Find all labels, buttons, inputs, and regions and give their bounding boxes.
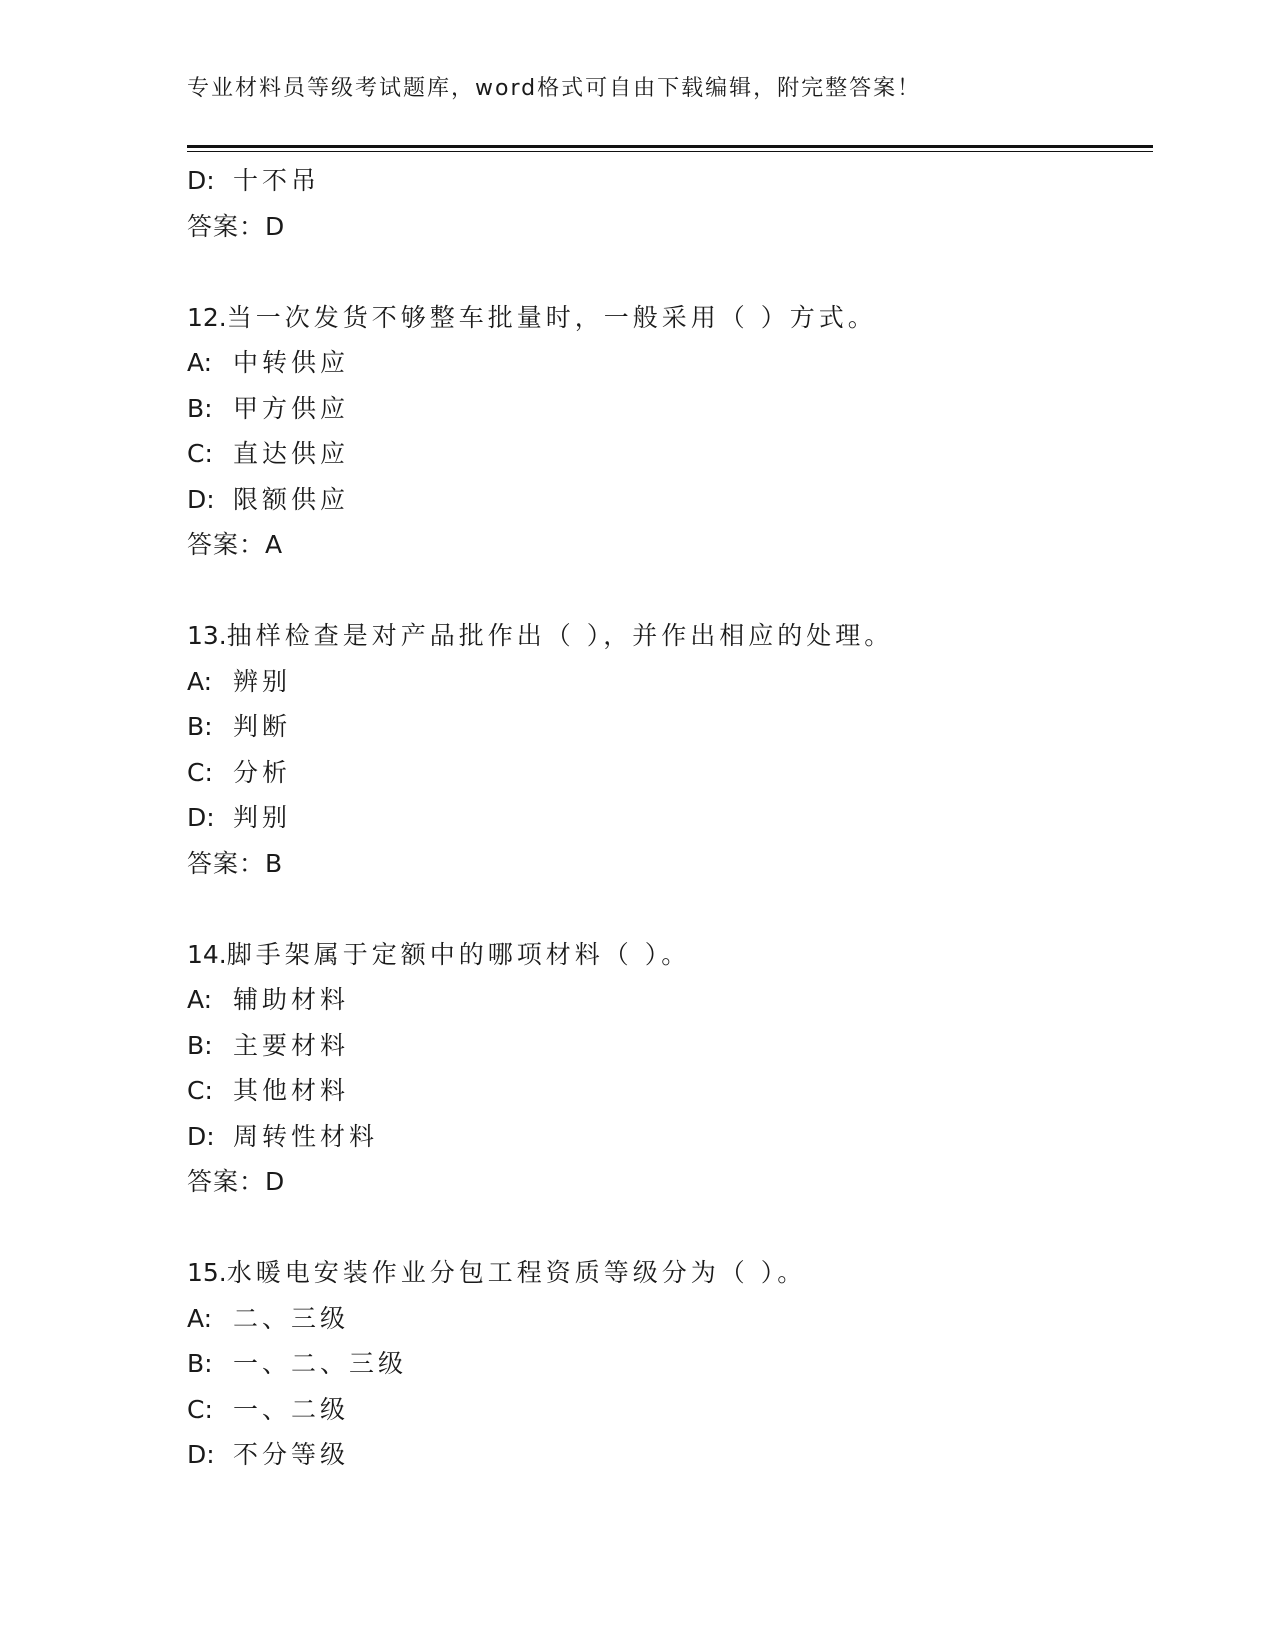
option-line bbox=[187, 431, 1153, 477]
option-line bbox=[187, 340, 1153, 386]
answer-label: 答案： bbox=[187, 530, 266, 559]
option-label: C: bbox=[187, 1394, 213, 1424]
question-number: 12. bbox=[187, 302, 227, 332]
answer-line bbox=[187, 841, 1153, 887]
question-text: 水暖电安装作业分包工程资质等级分为（ ）。 bbox=[226, 1258, 807, 1287]
question-stem bbox=[187, 295, 1153, 341]
option-line bbox=[187, 1114, 1153, 1160]
spacer bbox=[187, 568, 1153, 614]
option-label: B: bbox=[187, 393, 213, 423]
option-label: D: bbox=[187, 1121, 215, 1151]
option-line bbox=[187, 1387, 1153, 1433]
option-line bbox=[187, 977, 1153, 1023]
option-text: 主要材料 bbox=[233, 1030, 350, 1060]
option-label: B: bbox=[187, 1030, 213, 1060]
option-line bbox=[187, 704, 1153, 750]
question-number: 14. bbox=[187, 939, 227, 969]
question-text: 抽样检查是对产品批作出（ ），并作出相应的处理。 bbox=[226, 621, 894, 650]
option-label: D: bbox=[187, 484, 215, 514]
option-text: 一、二级 bbox=[233, 1394, 350, 1424]
option-label: C: bbox=[187, 439, 213, 468]
option-text: 判断 bbox=[233, 712, 292, 741]
option-line bbox=[187, 1023, 1153, 1069]
question-number: 15. bbox=[187, 1258, 227, 1287]
option-line bbox=[187, 1341, 1153, 1387]
question-text: 脚手架属于定额中的哪项材料（ ）。 bbox=[226, 939, 691, 969]
option-label: A: bbox=[187, 348, 213, 377]
option-line bbox=[187, 1432, 1153, 1478]
answer-value: B bbox=[265, 848, 284, 878]
option-line bbox=[187, 386, 1153, 432]
answer-line bbox=[187, 204, 1153, 250]
option-text: 辅助材料 bbox=[233, 985, 350, 1014]
option-text: 中转供应 bbox=[233, 348, 350, 377]
option-text: 其他材料 bbox=[233, 1076, 350, 1105]
option-text: 甲方供应 bbox=[233, 393, 350, 423]
option-text: 分析 bbox=[233, 757, 292, 787]
option-label: A: bbox=[187, 1303, 213, 1333]
option-line bbox=[187, 795, 1153, 841]
answer-line bbox=[187, 1159, 1153, 1205]
option-label: D: bbox=[187, 1440, 215, 1469]
answer-value: A bbox=[265, 530, 284, 559]
answer-label: 答案： bbox=[187, 848, 266, 878]
option-text: 不分等级 bbox=[233, 1440, 350, 1469]
option-label: B: bbox=[187, 1349, 213, 1378]
option-text: 判别 bbox=[233, 803, 292, 832]
answer-line bbox=[187, 522, 1153, 568]
option-line bbox=[187, 158, 1153, 204]
page-header: 专业材料员等级考试题库，word格式可自由下载编辑，附完整答案！ bbox=[187, 76, 922, 101]
option-line bbox=[187, 477, 1153, 523]
option-text: 辨别 bbox=[233, 666, 292, 696]
question-number: 13. bbox=[187, 621, 227, 650]
option-line bbox=[187, 659, 1153, 705]
option-text: 十不吊 bbox=[233, 166, 321, 195]
option-label: C: bbox=[187, 1076, 213, 1105]
question-text: 当一次发货不够整车批量时，一般采用（ ）方式。 bbox=[226, 302, 877, 332]
question-stem bbox=[187, 613, 1153, 659]
header-rule-thick bbox=[187, 145, 1153, 148]
option-text: 一、二、三级 bbox=[233, 1349, 408, 1378]
option-text: 周转性材料 bbox=[233, 1121, 379, 1151]
option-label: A: bbox=[187, 666, 213, 696]
answer-label: 答案： bbox=[187, 1167, 266, 1196]
option-label: D: bbox=[187, 166, 215, 195]
option-label: D: bbox=[187, 803, 215, 832]
option-label: C: bbox=[187, 757, 213, 787]
answer-value: D bbox=[265, 1167, 286, 1196]
option-text: 直达供应 bbox=[233, 439, 350, 468]
answer-value: D bbox=[265, 211, 286, 241]
option-text: 二、三级 bbox=[233, 1303, 350, 1333]
option-label: B: bbox=[187, 712, 213, 741]
option-line bbox=[187, 750, 1153, 796]
option-line bbox=[187, 1068, 1153, 1114]
option-line bbox=[187, 1296, 1153, 1342]
header-rule-thin bbox=[187, 151, 1153, 152]
question-list bbox=[187, 158, 1153, 1478]
option-label: A: bbox=[187, 985, 213, 1014]
question-stem bbox=[187, 932, 1153, 978]
spacer bbox=[187, 886, 1153, 932]
question-stem bbox=[187, 1250, 1153, 1296]
spacer bbox=[187, 249, 1153, 295]
option-text: 限额供应 bbox=[233, 484, 350, 514]
answer-label: 答案： bbox=[187, 211, 266, 241]
spacer bbox=[187, 1205, 1153, 1251]
